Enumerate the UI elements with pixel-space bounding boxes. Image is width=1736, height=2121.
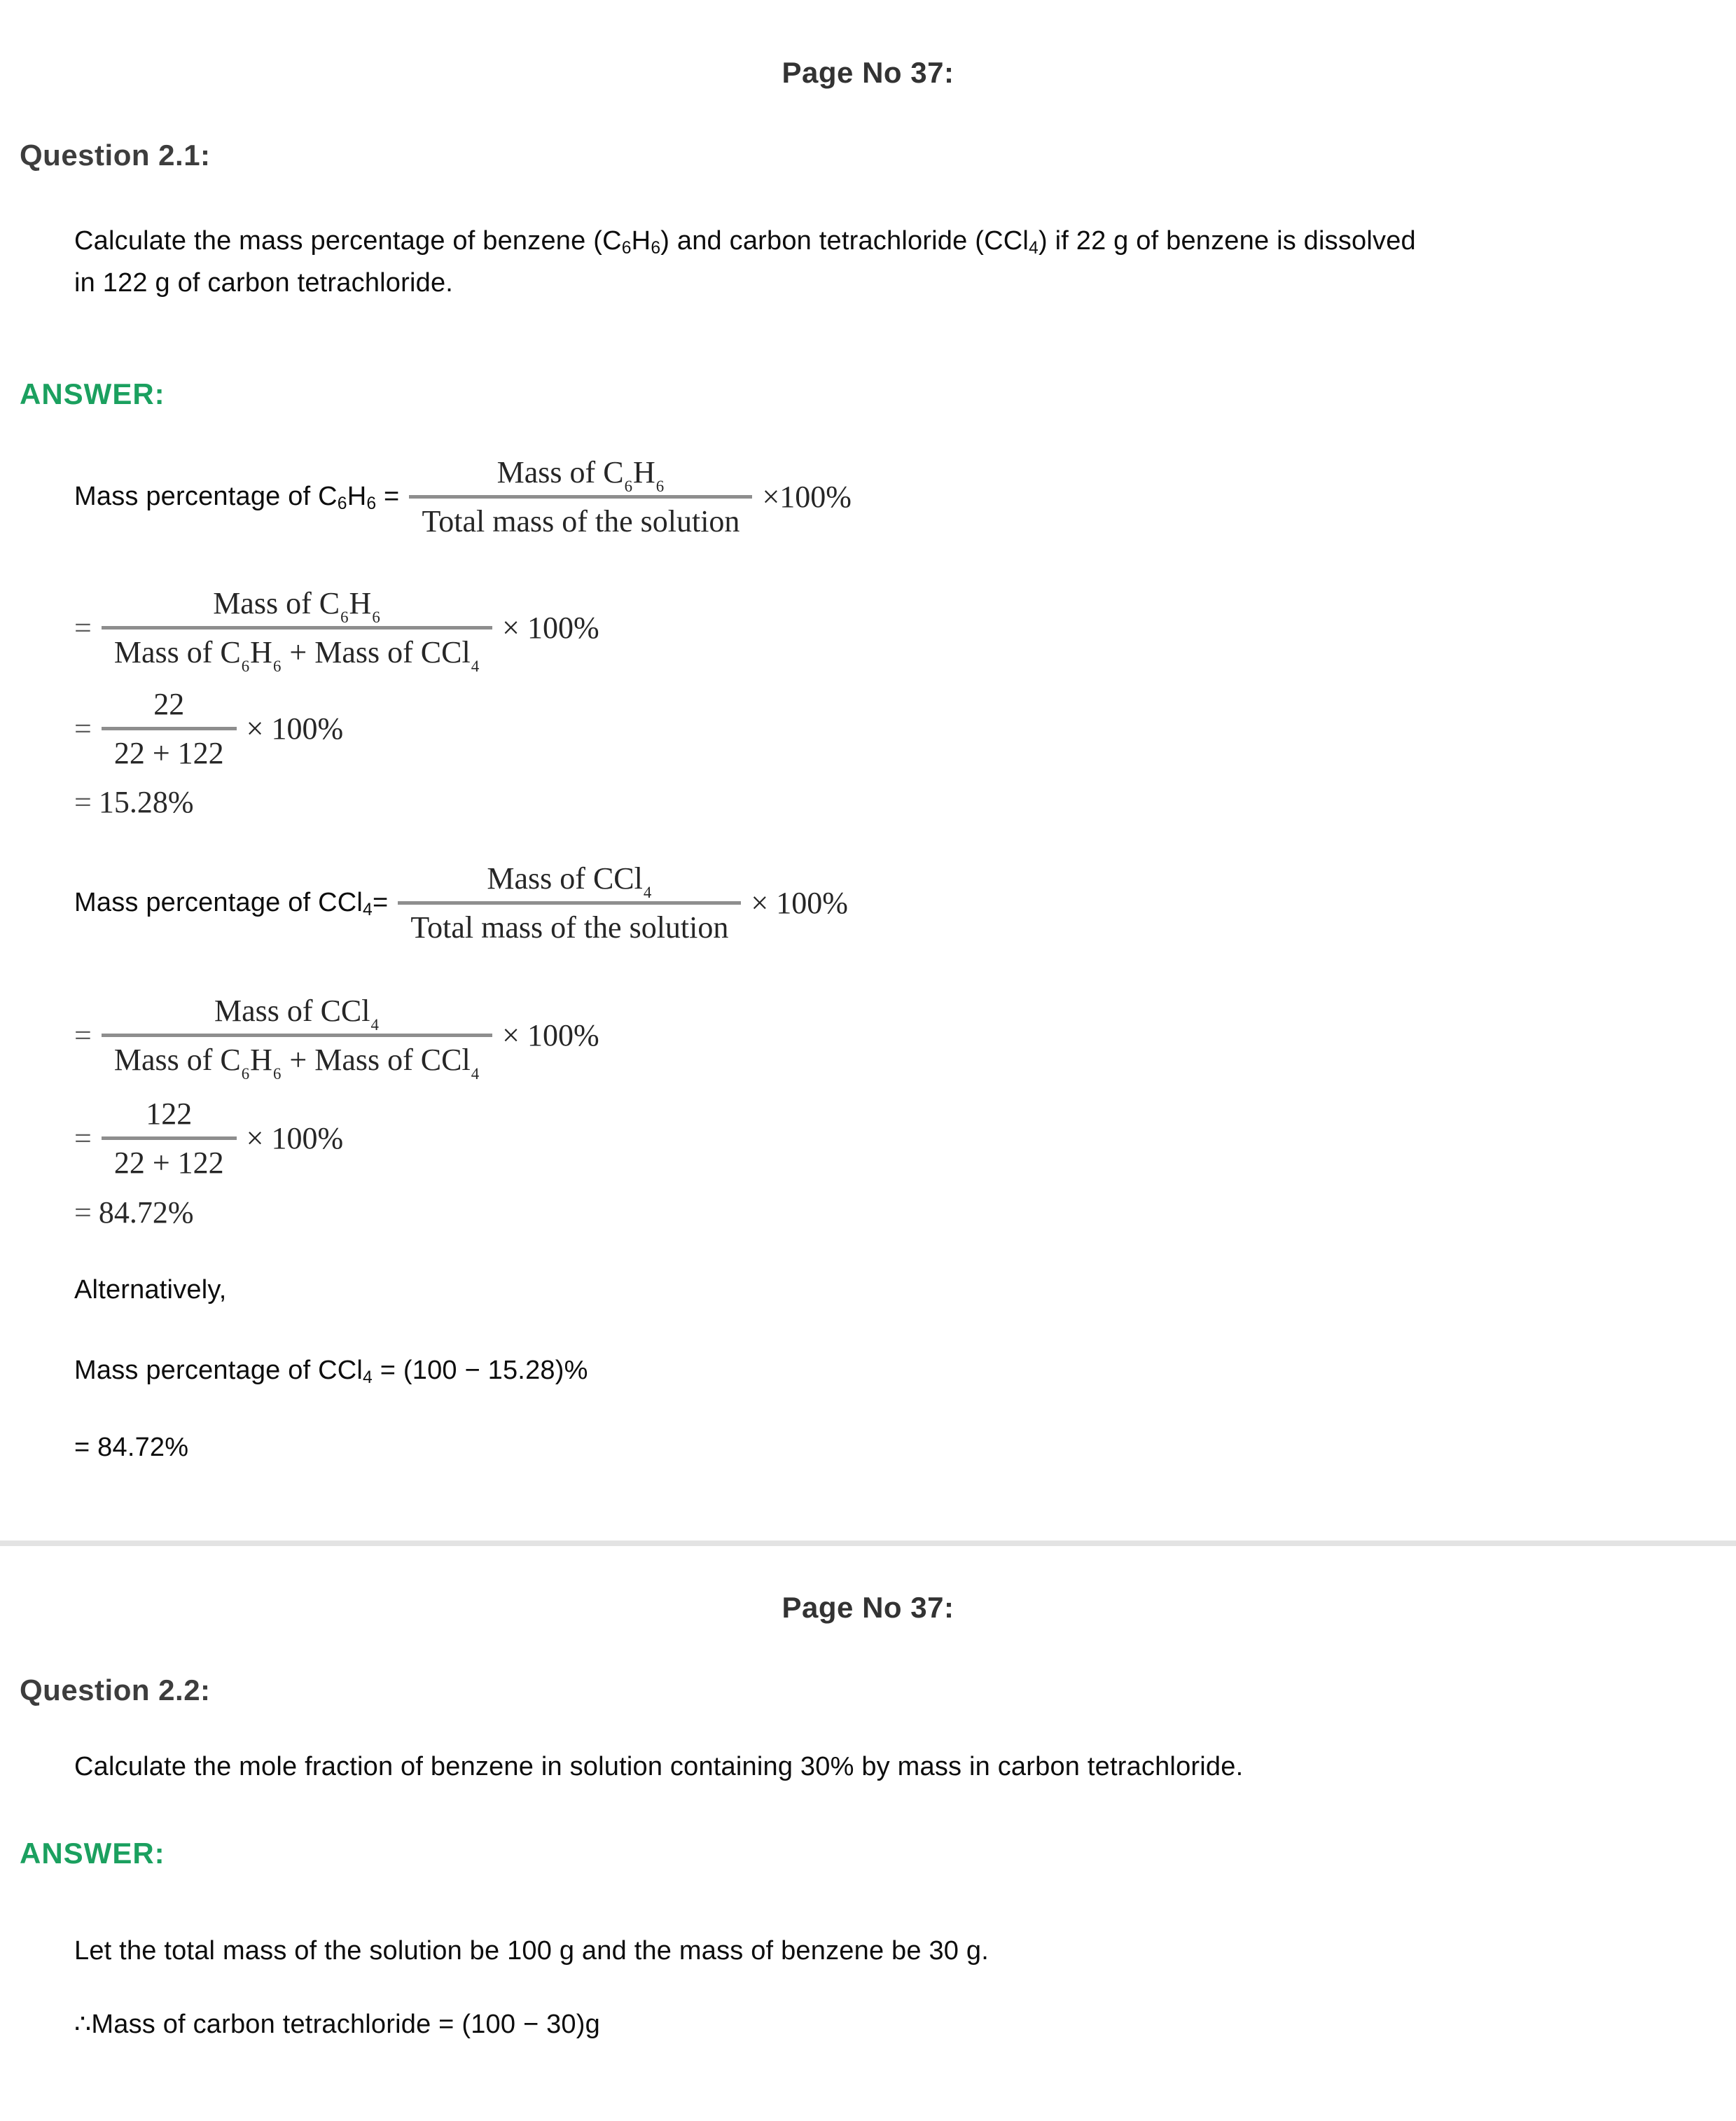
therefore-line: ∴Mass of carbon tetrachloride = (100 − 30)g <box>74 2010 600 2040</box>
fraction-denominator: Total mass of the solution <box>410 910 729 945</box>
equals-sign: = <box>74 1195 92 1230</box>
fraction-denominator: Mass of $C_6H_6$ + Mass of CCl$_4$ <box>113 1043 480 1083</box>
equation-ccl4-expanded <box>74 992 1736 1083</box>
fraction-bar <box>398 901 741 905</box>
page-title-1: Page No 37: <box>782 56 954 89</box>
equation-mass-percent-ccl4-definition <box>74 859 1736 947</box>
fraction-bar <box>102 1034 492 1037</box>
times-100-percent: × 100% <box>246 711 344 746</box>
fraction <box>409 453 752 541</box>
fraction-bar <box>102 727 237 730</box>
page-title-2: Page No 37: <box>782 1591 954 1625</box>
equation-label: Mass percentage of CCl$_4$= <box>74 888 389 920</box>
answer-heading-2: ANSWER: <box>20 1837 165 1870</box>
question-2-1-line-2: in 122 g of carbon tetrachloride. <box>74 268 454 298</box>
fraction-denominator: Mass of $C_6H_6$ + Mass of CCl$_4$ <box>113 635 480 675</box>
fraction <box>102 992 492 1083</box>
section-divider <box>0 1541 1736 1546</box>
equation-c6h6-values <box>74 685 1736 772</box>
fraction <box>398 859 741 947</box>
fraction-numerator: Mass of $C_6H_6$ <box>497 455 665 495</box>
question-2-1-heading: Question 2.1: <box>20 139 211 172</box>
question-2-2-heading: Question 2.2: <box>20 1674 211 1707</box>
fraction-numerator: 22 <box>153 687 185 722</box>
times-100-percent: ×100% <box>762 480 852 515</box>
equals-sign: = <box>74 785 92 820</box>
equation-result-15-28 <box>74 784 1736 820</box>
result-value: 15.28% <box>98 785 194 820</box>
alternative-result-line: = 84.72% <box>74 1433 189 1463</box>
question-2-1-text <box>74 220 1708 304</box>
times-100-percent: × 100% <box>246 1121 344 1156</box>
fraction-bar <box>102 626 492 630</box>
fraction <box>102 584 492 675</box>
times-100-percent: × 100% <box>751 886 848 921</box>
fraction-numerator: 122 <box>146 1097 193 1132</box>
times-100-percent: × 100% <box>502 611 599 646</box>
fraction-numerator: Mass of CCl$_4$ <box>214 994 379 1034</box>
alternatively-text: Alternatively, <box>74 1275 227 1305</box>
question-2-2-text: Calculate the mole fraction of benzene in solution containing 30% by mass in carbon tetrachloride. <box>74 1752 1244 1782</box>
equals-sign: = <box>74 711 92 746</box>
fraction <box>102 1094 237 1182</box>
fraction-numerator: Mass of $C_6H_6$ <box>213 586 380 626</box>
equation-mass-percent-c6h6-definition <box>74 453 1736 541</box>
fraction <box>102 685 237 772</box>
fraction-numerator: Mass of CCl$_4$ <box>487 861 652 901</box>
fraction-denominator: 22 + 122 <box>113 736 224 771</box>
equals-sign: = <box>74 611 92 646</box>
equation-ccl4-values <box>74 1094 1736 1182</box>
equation-label: Mass percentage of $C_6H_6$ = <box>74 482 400 514</box>
equals-sign: = <box>74 1121 92 1156</box>
alternative-ccl4-line: Mass percentage of CCl$_4$ = (100 − 15.28)% <box>74 1356 588 1388</box>
equation-c6h6-expanded <box>74 584 1736 675</box>
assumption-line: Let the total mass of the solution be 100 g and the mass of benzene be 30 g. <box>74 1936 989 1966</box>
answer-heading-1: ANSWER: <box>20 377 165 411</box>
equals-sign: = <box>74 1018 92 1053</box>
times-100-percent: × 100% <box>502 1018 599 1053</box>
question-2-1-line-1: Calculate the mass percentage of benzene $(C_6H_6)$ and carbon tetrachloride (CCl$_4$) if 22 g of benzene is dissolved <box>74 226 1416 258</box>
fraction-bar <box>409 495 752 499</box>
result-value: 84.72% <box>98 1195 194 1230</box>
equation-result-84-72 <box>74 1195 1736 1230</box>
fraction-bar <box>102 1136 237 1140</box>
fraction-denominator: 22 + 122 <box>113 1146 224 1181</box>
fraction-denominator: Total mass of the solution <box>422 504 740 539</box>
